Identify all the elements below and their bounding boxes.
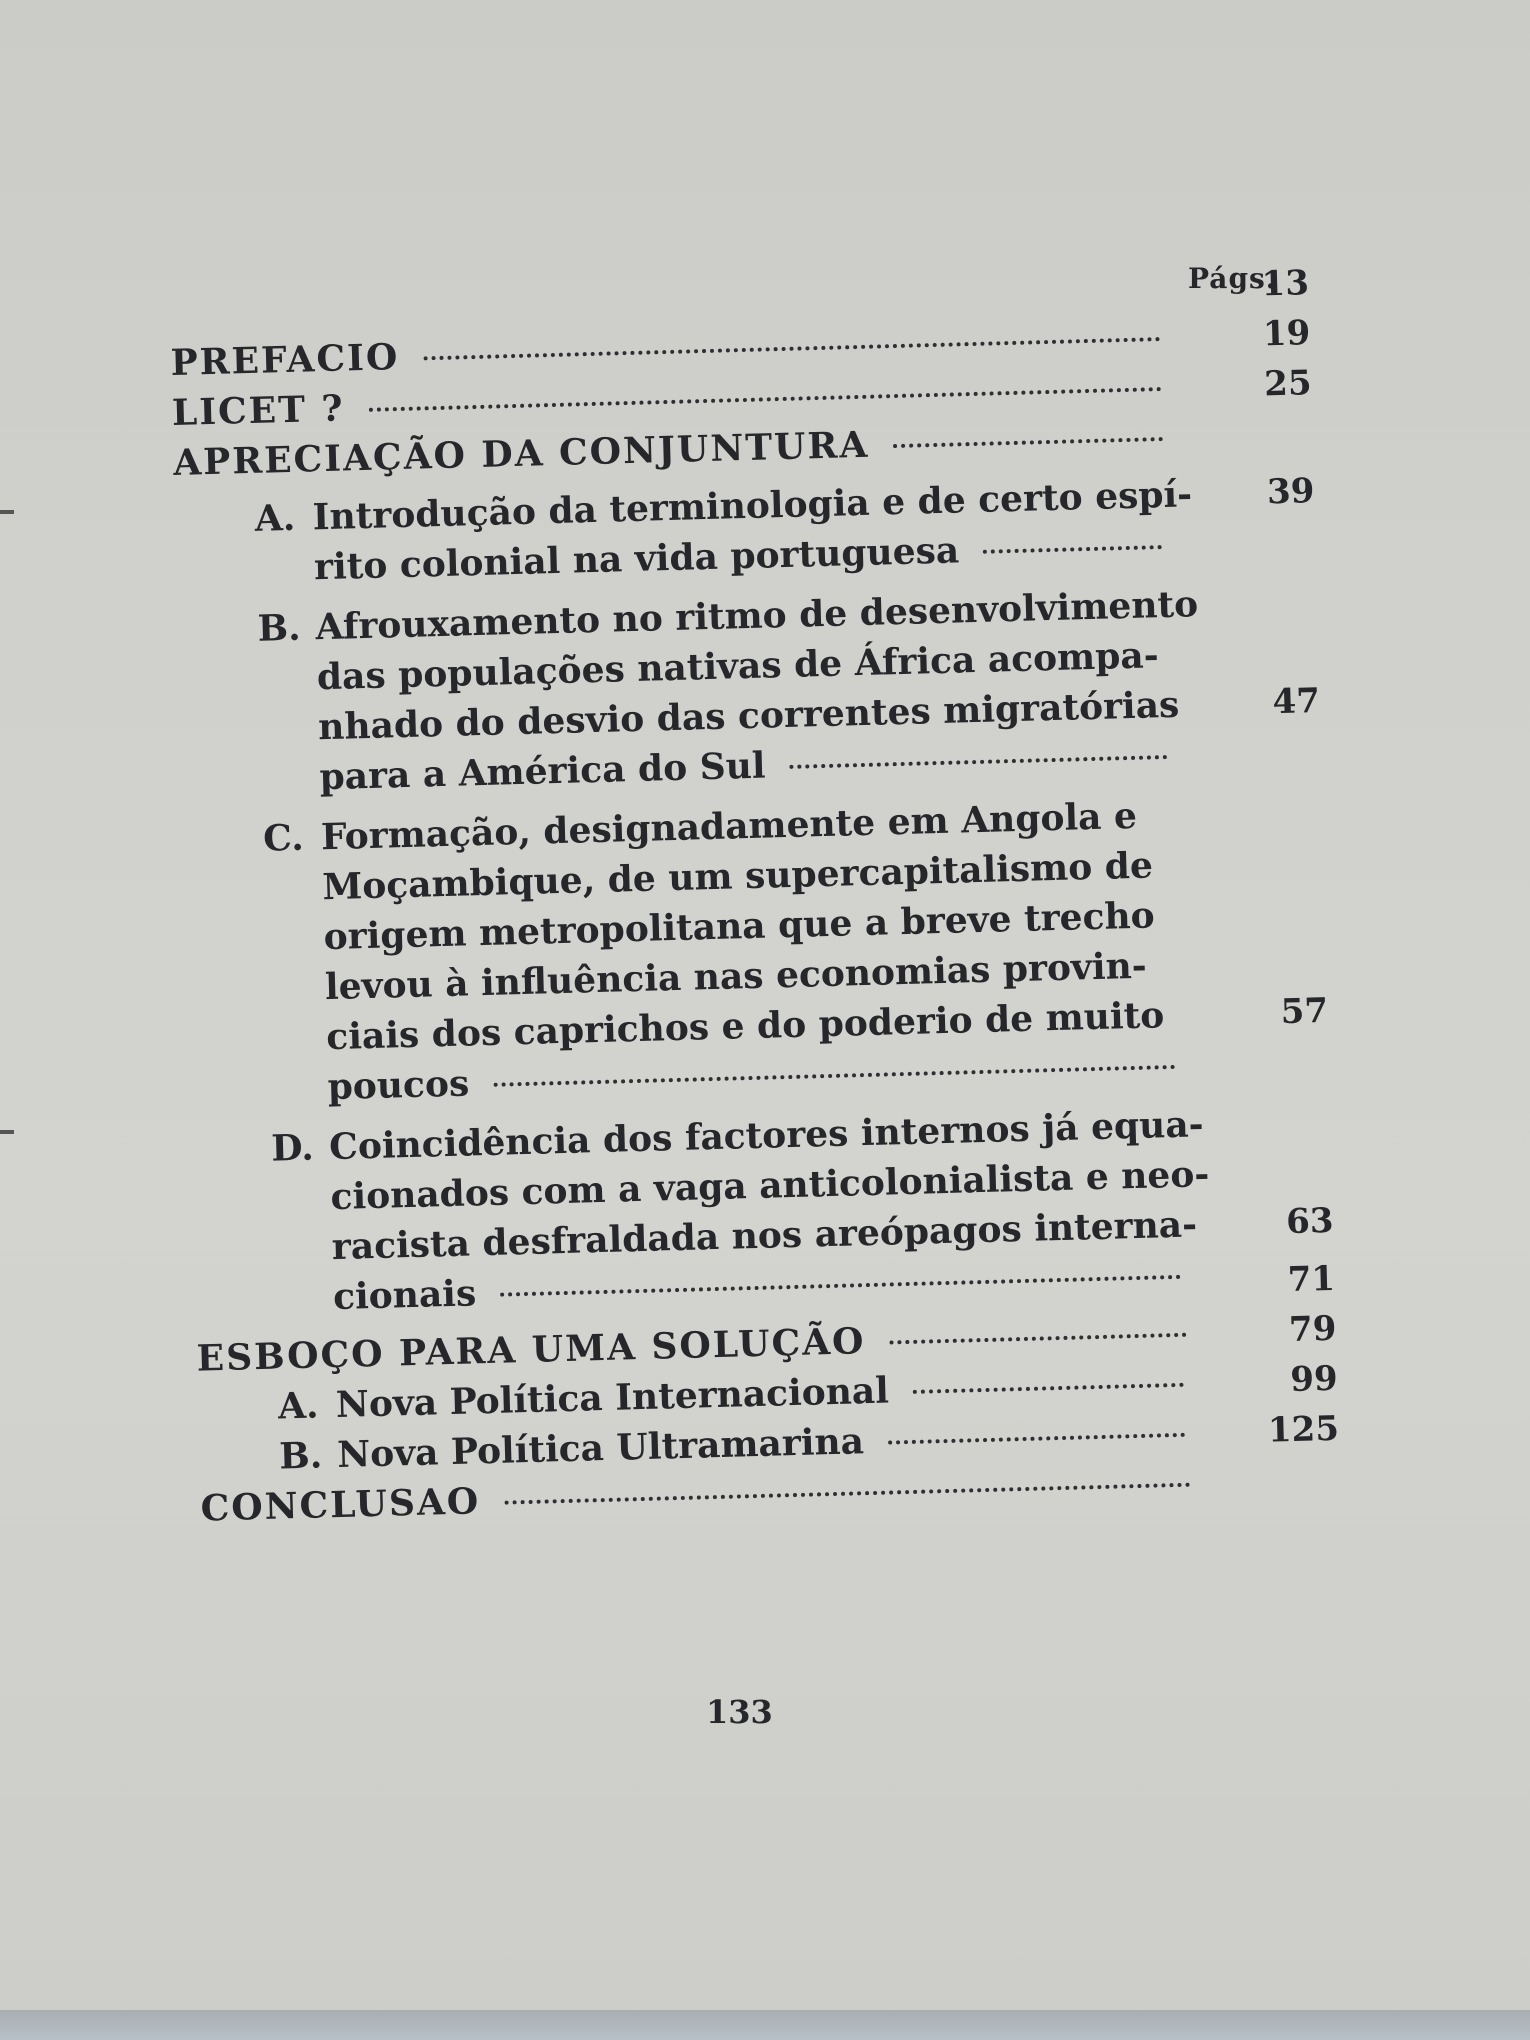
dot-leader [500,1275,1181,1297]
toc-entry-title: APRECIAÇÃO DA CONJUNTURA [172,423,870,484]
dot-leader [504,1483,1190,1505]
dot-leader [983,545,1162,554]
toc-entry-letter: B. [257,606,302,650]
toc-entry-text: para a América do Sul [318,744,767,799]
toc-entry-c1[interactable] [183,786,1330,1116]
dot-leader [893,437,1163,448]
toc-entry-letter: A. [254,496,296,540]
dot-leader [493,1065,1175,1087]
toc-entry-d1[interactable] [191,1096,1336,1326]
toc-page-number: 39 [1266,471,1315,513]
toc-entry-text: Afrouxamento no ritmo de desenvolvimento [315,583,1199,649]
toc-entry-text: das populações nativas de África acompa- [316,634,1160,699]
page-bottom-edge [0,2010,1530,2040]
toc-entry-text: poucos [327,1062,470,1109]
edge-mark [0,1130,14,1134]
dot-leader [913,1383,1184,1394]
toc-entry-text: rito colonial na vida portuguesa [313,529,960,589]
toc-entry-letter: C. [262,816,305,860]
toc-entry-text: origem metropolitana que a breve trecho [323,894,1156,959]
toc-entry-text: racista desfraldada nos areópagos interna- [331,1203,1198,1269]
toc-entry-text: ciais dos caprichos e do poderio de muito [325,994,1165,1059]
toc-entry-text: Introdução da terminologia e de certo espí- [312,473,1193,539]
dot-leader [889,1333,1186,1345]
dot-leader [423,337,1160,360]
toc-entry-text: Moçambique, de um supercapitalismo de [321,844,1154,909]
toc-entry-text: Nova Política Internacional [335,1369,890,1427]
toc-entry-text: Nova Política Ultramarina [336,1420,865,1476]
toc-page-number: 19 [1262,313,1311,355]
dot-leader [888,1433,1185,1445]
edge-mark [0,510,14,514]
dot-leader [369,387,1162,412]
toc-page-number: 63 [1285,1200,1335,1243]
toc-entry-b1[interactable] [177,576,1322,806]
toc-entry-letter: B. [278,1434,323,1478]
toc-entry-text: cionados com a vaga anticolonialista e neo- [329,1153,1210,1219]
toc-entry-title: LICET ? [171,387,346,434]
toc-page-number: 79 [1288,1308,1337,1351]
toc-entry-text: Formação, designadamente em Angola e [320,794,1138,859]
toc-entry-letter: D. [270,1126,315,1170]
toc-entry-letter: A. [277,1384,320,1428]
page-number: 133 [706,1693,773,1731]
toc-page-number: 25 [1263,363,1313,405]
pages-column-header: Págs. [1188,262,1277,295]
toc-page-number: 99 [1289,1358,1339,1401]
toc-entry-text: levou à influência nas economias provin- [324,944,1148,1009]
toc-page-number: 13 [1261,263,1310,305]
toc-page-number: 57 [1280,990,1329,1033]
toc-entry-text: cionais [332,1272,477,1319]
toc-entry-title: ESBOÇO PARA UMA SOLUÇÃO [196,1320,867,1380]
toc-entry-title: CONCLUSAO [200,1480,481,1530]
dot-leader [789,755,1167,769]
toc-entry-title: PREFACIO [170,336,400,384]
toc-page-number: 71 [1287,1258,1336,1301]
toc-entry-text: nhado do desvio das correntes migratórias [317,683,1180,749]
toc-page-number: 47 [1272,681,1321,723]
toc-entry-a1[interactable] [174,466,1316,596]
toc-page-number: 125 [1267,1408,1340,1451]
toc-entry-text: Coincidência dos factores internos já equa- [328,1103,1205,1169]
